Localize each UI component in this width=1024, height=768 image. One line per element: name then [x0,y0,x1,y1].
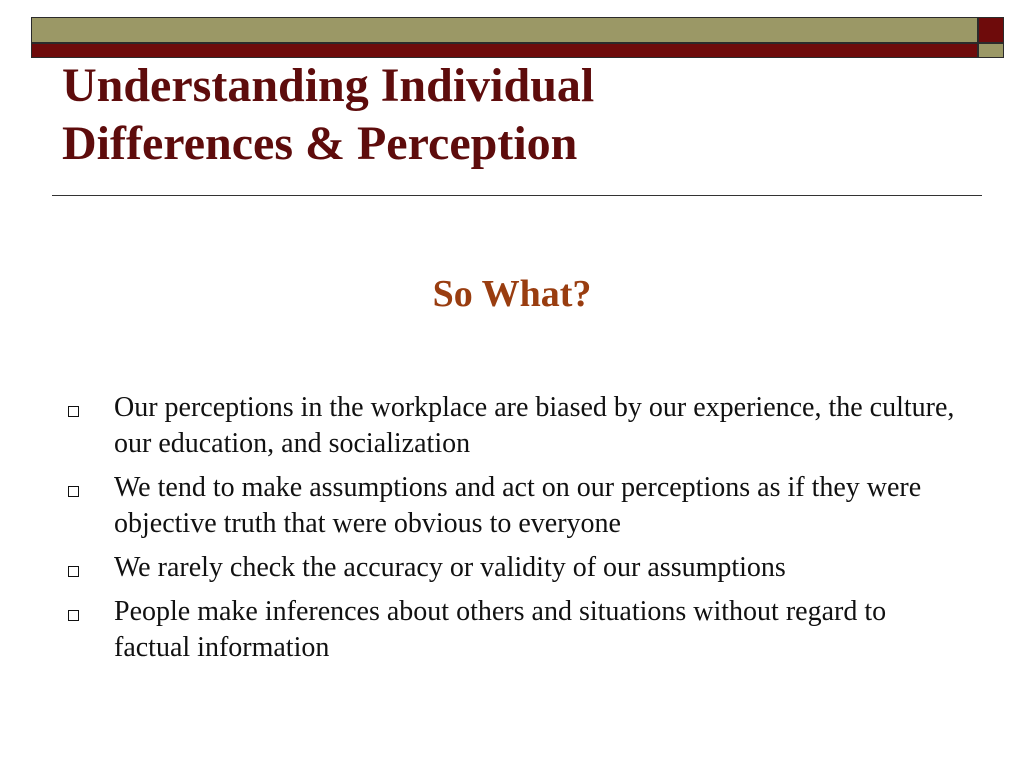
hollow-square-bullet-icon [68,406,79,417]
slide-title [62,57,962,173]
hollow-square-bullet-icon [68,566,79,577]
header-maroon-band [31,43,978,58]
slide-subtitle: So What? [432,273,592,315]
bullet-text: People make inferences about others and situations without regard to factual information [114,596,887,663]
header-olive-band [31,17,978,43]
bullet-item [68,550,968,586]
hollow-square-bullet-icon [68,610,79,621]
bullet-item [68,594,968,666]
bullet-text: We rarely check the accuracy or validity of our assumptions [114,552,786,583]
bullet-list [68,390,968,674]
bullet-item [68,470,968,542]
slide-title-line-2: Differences & Perception [62,117,578,170]
bullet-item [68,390,968,462]
title-divider [52,195,982,196]
hollow-square-bullet-icon [68,486,79,497]
bullet-text: Our perceptions in the workplace are biased by our experience, the culture, our education, and socialization [114,392,955,459]
header-corner-square-top [978,17,1004,43]
header-corner-square-bottom [978,43,1004,58]
slide-title-line-1: Understanding Individual [62,59,595,112]
bullet-text: We tend to make assumptions and act on our perceptions as if they were objective truth that were obvious to everyone [114,472,922,539]
